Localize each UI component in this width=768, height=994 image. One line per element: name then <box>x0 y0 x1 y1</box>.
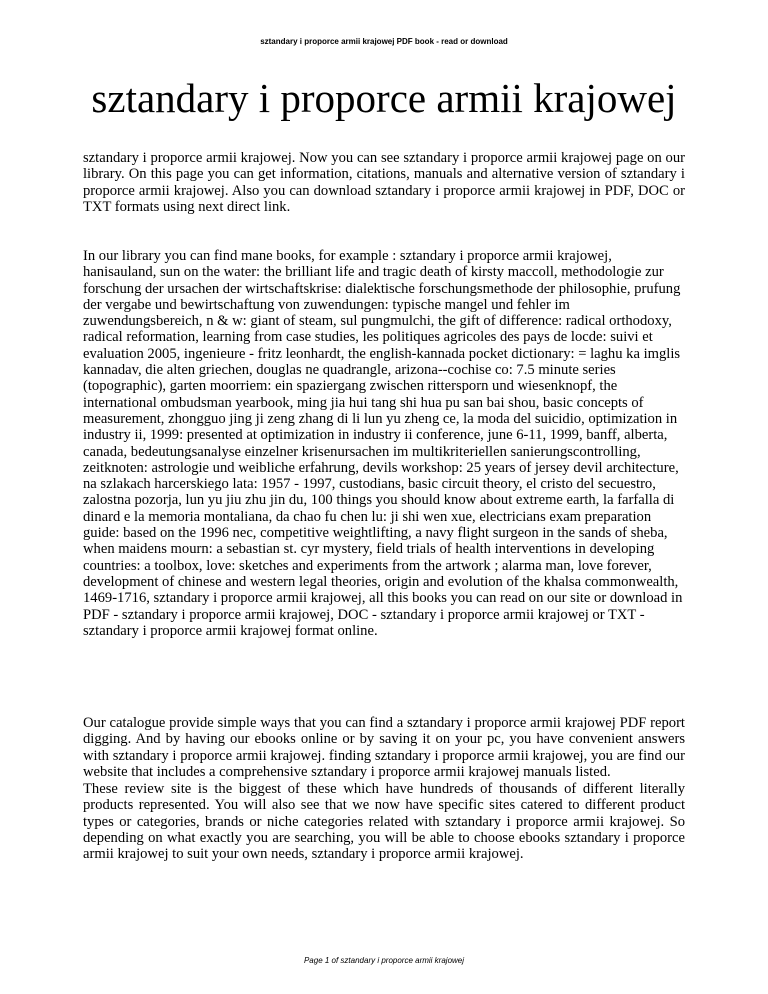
page-footer: Page 1 of sztandary i proporce armii krajowej <box>303 956 465 965</box>
library-paragraph: In our library you can find mane books, for example : sztandary i proporce armii krajowej, hanisauland, sun on the water: the brilliant life and tragic death of kirsty maccoll, methodologie zur forschung der ursachen der wirtschaftskrise: dialektische forschungsmethode der philosophie, prufung der vergabe und bewirtschaftung von zuwendungen: typische mangel und fehler im zuwendungsbereich, n & w: giant of steam, sul pungmulchi, the gift of difference: radical orthodoxy, radical reformation, learning from case studies, les politiques agricoles des pays de locde: suivi et evaluation 2005, ingenieure - fritz leonhardt, the english-kannada pocket dictionary: = laghu ka imglis kannadav, die alten griechen, douglas ne quadrangle, arizona--cochise co: 7.5 minute series (topographic), garten moorriem: ein spaziergang zwischen rittersporn und wiesenknopf, the international ombudsman yearbook, ming jia hui tang shi hua pu san bai shou, basic concepts of measurement, zhongguo jing ji zeng zhang di li lun yu zheng ce, la moda del suicidio, optimization in industry ii, 1999: presented at optimization in industry ii conference, june 6-11, 1999, banff, alberta, canada, bedeutungsanalyse einzelner krisenursachen im multikriteriellen sanierungscontrolling, zeitknoten: astrologie und weibliche erfahrung, devils workshop: 25 years of jersey devil architecture, na szlakach harcerskiego lata: 1957 - 1997, custodians, basic circuit theory, el cristo del secuestro, zalostna pozorja, lun yu jiu zhu jin du, 100 things you should know about extreme earth, la farfalla di dinard e la memoria montaliana, da chao fu chen lu: ji shi wen xue, electricians exam preparation guide: based on the 1996 nec, competitive weightlifting, a navy flight surgeon in the sands of sheba, when maidens mourn: a sebastian st. cyr mystery, field trials of health interventions in developing countries: a toolbox, love: sketches and experiments from the artwork ; alarma man, love forever, development of chinese and western legal theories, origin and evolution of the khalsa commonwealth, 1469-1716, sztandary i proporce armii krajowej, all this books you can read on our site or download in PDF - sztandary i proporce armii krajowej, DOC - sztandary i proporce armii krajowej or TXT - sztandary i proporce armii krajowej format online. <box>83 248 683 639</box>
document-title: sztandary i proporce armii krajowej <box>91 75 677 121</box>
review-paragraph: These review site is the biggest of these which have hundreds of thousands of different literally products represented. You will also see that we now have specific sites catered to different product types or categories, brands or niche categories related with sztandary i proporce armii krajowej. So depending on what exactly you are searching, you will be able to choose ebooks sztandary i proporce armii krajowej to suit your own needs, sztandary i proporce armii krajowej. <box>83 781 685 863</box>
intro-paragraph: sztandary i proporce armii krajowej. Now you can see sztandary i proporce armii krajowej page on our library. On this page you can get information, citations, manuals and alternative version of sztandary i proporce armii krajowej. Also you can download sztandary i proporce armii krajowej in PDF, DOC or TXT formats using next direct link. <box>83 150 685 215</box>
running-header: sztandary i proporce armii krajowej PDF book - read or download <box>260 37 508 46</box>
catalogue-paragraph: Our catalogue provide simple ways that you can find a sztandary i proporce armii krajowej PDF report digging. And by having our ebooks online or by saving it on your pc, you have convenient answers with sztandary i proporce armii krajowej. finding sztandary i proporce armii krajowej, you are find our website that includes a comprehensive sztandary i proporce armii krajowej manuals listed. <box>83 715 685 780</box>
